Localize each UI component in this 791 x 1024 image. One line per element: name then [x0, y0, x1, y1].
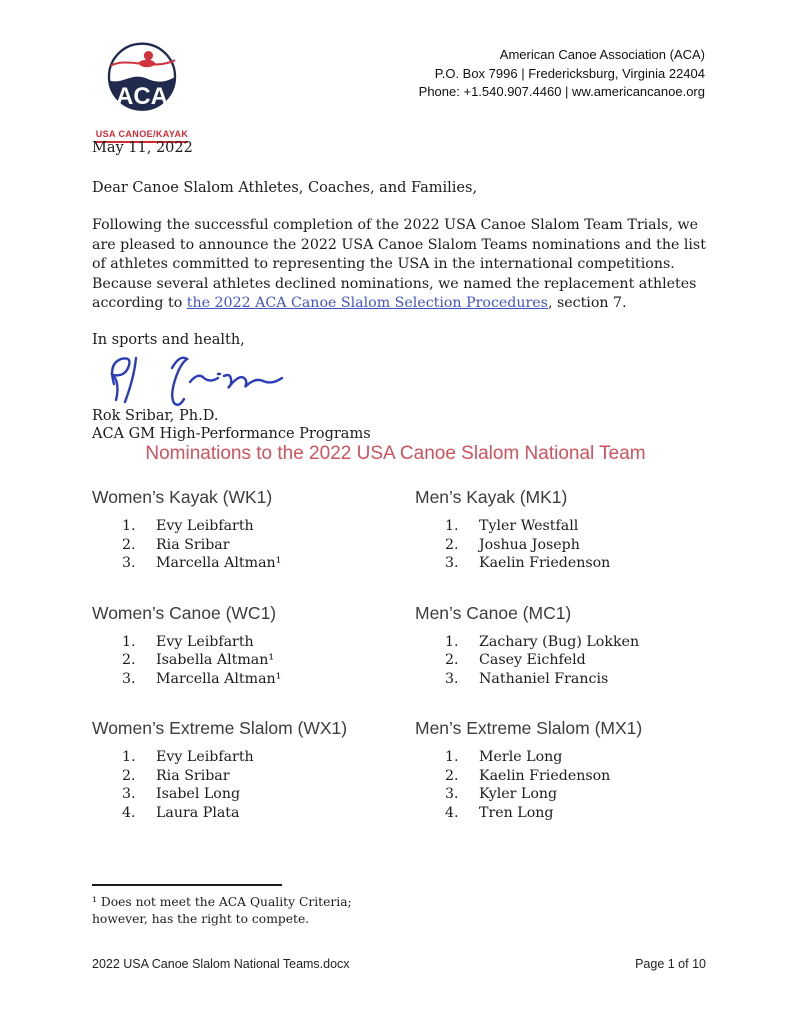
nominations-title: Nominations to the 2022 USA Canoe Slalom National Team: [145, 443, 646, 464]
athlete-item: Tyler Westfall: [479, 518, 579, 534]
signer-title: ACA GM High-Performance Programs: [92, 425, 371, 442]
org-address: P.O. Box 7996 | Fredericksburg, Virginia 22404: [434, 65, 705, 81]
athlete-item: Evy Leibfarth: [156, 633, 254, 650]
footer-filename: 2022 USA Canoe Slalom National Teams.docx: [92, 957, 350, 971]
org-phone-web: Phone: +1.540.907.4460 | ww.americancanoe.org: [418, 84, 705, 99]
section-heading: Women’s Kayak (WK1): [92, 487, 273, 507]
athlete-item: Evy Leibfarth: [156, 518, 254, 534]
athlete-item: Merle Long: [479, 749, 563, 765]
section-womens-canoe: [92, 603, 415, 689]
signer-name: Rok Sribar, Ph.D.: [92, 407, 219, 424]
paragraph-text-before-link: Following the successful completion of the 2022 USA Canoe Slalom Team Trials, we are pleased to announce the 2022 USA Canoe Slalom Teams nominations and the list of athletes committed to representing the USA in the international competitions. Because several athletes declined nominations, we named the replacement athletes according to: [92, 217, 706, 311]
roster-list: [92, 633, 415, 689]
selection-procedures-link[interactable]: the 2022 ACA Canoe Slalom Selection Procedures: [186, 295, 548, 311]
roster-list: [415, 633, 708, 689]
section-heading: Women’s Extreme Slalom (WX1): [92, 718, 348, 738]
section-mens-extreme-slalom: [415, 718, 708, 822]
athlete-item: Marcella Altman¹: [156, 555, 282, 571]
athlete-item: Zachary (Bug) Lokken: [479, 633, 640, 650]
athlete-item: Isabella Altman¹: [156, 652, 275, 668]
footnote-text: ¹ Does not meet the ACA Quality Criteria; however, has the right to compete.: [92, 895, 352, 926]
athlete-item: Kyler Long: [479, 786, 558, 802]
section-heading: Men’s Canoe (MC1): [415, 602, 572, 623]
footnote-divider: [92, 884, 282, 886]
contact-block: [419, 46, 705, 102]
athlete-item: Laura Plata: [156, 804, 240, 821]
athlete-item: Evy Leibfarth: [156, 749, 254, 765]
letter-closing: In sports and health,: [92, 331, 245, 348]
letter-paragraph: [92, 216, 708, 314]
letter-salutation: Dear Canoe Slalom Athletes, Coaches, and Families,: [92, 180, 478, 196]
roster-list: [415, 517, 708, 573]
aca-logo: [90, 40, 194, 143]
section-mens-canoe: [415, 603, 708, 689]
footnote: [92, 884, 392, 928]
section-heading: Men’s Extreme Slalom (MX1): [415, 718, 643, 738]
signature-image: [100, 350, 300, 406]
athlete-item: Nathaniel Francis: [479, 670, 609, 687]
page-footer: [92, 957, 706, 971]
section-womens-extreme-slalom: [92, 718, 415, 822]
section-womens-kayak: [92, 487, 415, 573]
logo-acronym: ACA: [116, 83, 168, 111]
athlete-item: Isabel Long: [156, 786, 241, 802]
athlete-item: Kaelin Friedenson: [479, 767, 611, 784]
roster-list: [415, 748, 708, 822]
aca-logo-icon: [96, 40, 188, 118]
section-mens-kayak: [415, 487, 708, 573]
org-name: American Canoe Association (ACA): [499, 47, 705, 62]
athlete-item: Kaelin Friedenson: [479, 555, 611, 571]
athlete-item: Marcella Altman¹: [156, 670, 282, 687]
logo-tagline: USA CANOE/KAYAK: [96, 129, 189, 143]
athlete-item: Ria Sribar: [156, 767, 230, 784]
section-heading: Women’s Canoe (WC1): [92, 602, 277, 623]
team-sections: [92, 487, 708, 852]
athlete-item: Ria Sribar: [156, 536, 230, 553]
footer-page-number: Page 1 of 10: [635, 957, 706, 971]
letter-date: May 11, 2022: [92, 140, 193, 156]
section-heading: Men’s Kayak (MK1): [415, 487, 568, 507]
athlete-item: Tren Long: [479, 804, 554, 821]
paragraph-text-after-link: , section 7.: [547, 295, 627, 311]
athlete-item: Casey Eichfeld: [479, 652, 586, 668]
letter-body: [92, 140, 708, 442]
roster-list: [92, 517, 415, 573]
roster-list: [92, 748, 415, 822]
athlete-item: Joshua Joseph: [479, 536, 580, 553]
